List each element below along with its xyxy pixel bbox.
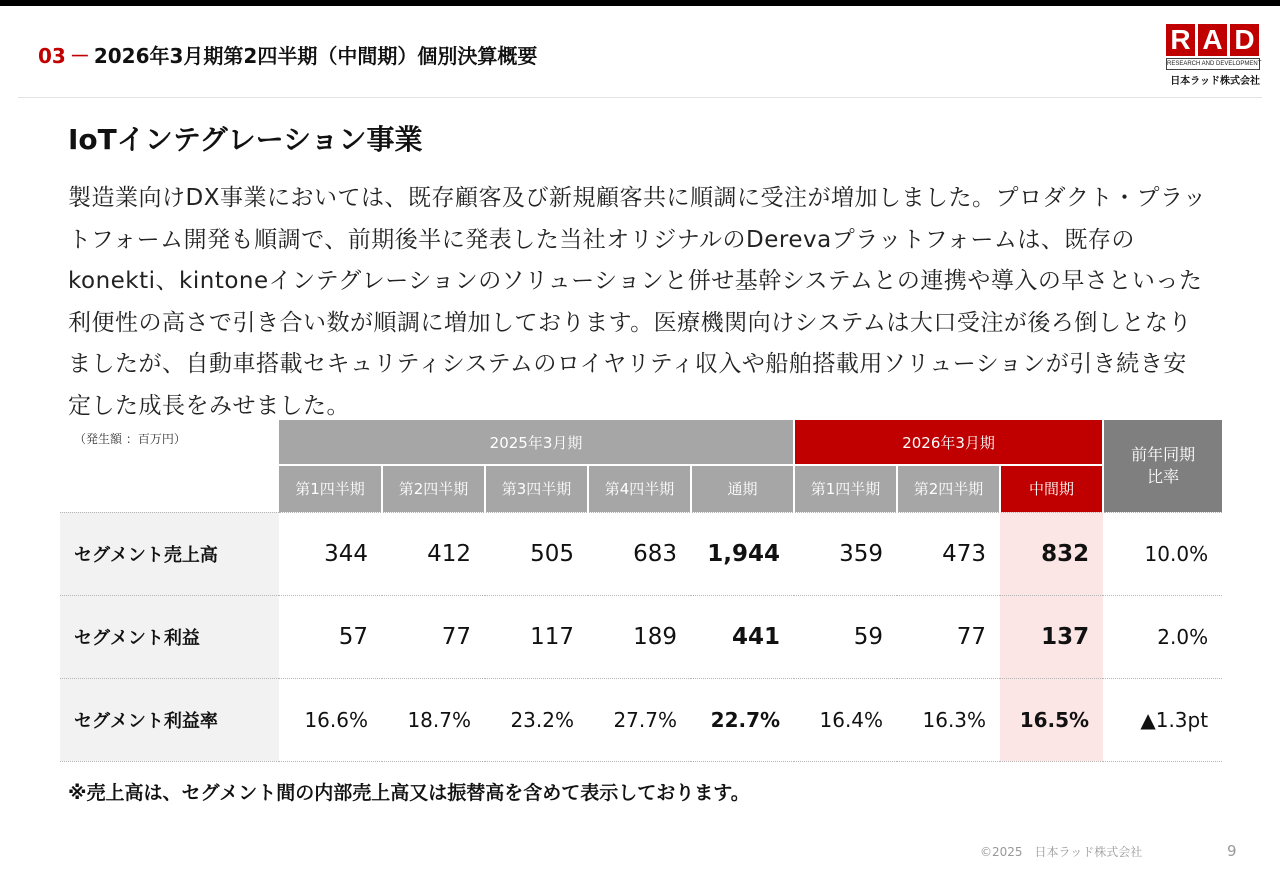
cell-value: 441 — [691, 595, 794, 678]
cell-value: 16.6% — [279, 678, 382, 761]
header-yoy: 前年同期 比率 — [1103, 420, 1222, 512]
table-row-sales — [60, 512, 1222, 595]
header-spacer — [60, 420, 279, 465]
cell-value: 16.3% — [897, 678, 1000, 761]
cell-value: 22.7% — [691, 678, 794, 761]
cell-value-highlight: 16.5% — [1000, 678, 1103, 761]
cell-value: 59 — [794, 595, 897, 678]
page-title: 2026年3月期第2四半期（中間期）個別決算概要 — [93, 44, 538, 68]
section-number: 03 — [38, 44, 66, 68]
subheader-q1-2026: 第1四半期 — [794, 465, 897, 512]
cell-value: 1,944 — [691, 512, 794, 595]
footnote: ※売上高は、セグメント間の内部売上高又は振替高を含めて表示しております。 — [68, 782, 750, 804]
cell-value: 189 — [588, 595, 691, 678]
cell-value: 412 — [382, 512, 485, 595]
cell-value: 77 — [897, 595, 1000, 678]
cell-value: 27.7% — [588, 678, 691, 761]
page-header — [38, 40, 537, 69]
cell-yoy: ▲1.3pt — [1103, 678, 1222, 761]
cell-value: 18.7% — [382, 678, 485, 761]
table-row-profit — [60, 595, 1222, 678]
logo-letter-d: D — [1230, 24, 1259, 56]
logo-company-name: 日本ラッド株式会社 — [1170, 76, 1260, 87]
logo-letter-r: R — [1166, 24, 1195, 56]
subheader-q1-2025: 第1四半期 — [279, 465, 382, 512]
cell-value: 117 — [485, 595, 588, 678]
cell-value: 359 — [794, 512, 897, 595]
logo-tagline: RESEARCH AND DEVELOPMENT — [1166, 58, 1260, 70]
cell-value: 344 — [279, 512, 382, 595]
header-fy2025: 2025年3月期 — [279, 420, 794, 465]
cell-value: 473 — [897, 512, 1000, 595]
description-paragraph: 製造業向けDX事業においては、既存顧客及び新規顧客共に順調に受注が増加しました。プロダクト・プラットフォーム開発も順調で、前期後半に発表した当社オリジナルのDerevaプラットフォームは、既存のkonekti、kintoneインテグレーションのソリューションと併せ基幹システムとの連携や導入の早さといった利便性の高さで引き合い数が順調に増加しております。医療機関向けシステムは大口受注が後ろ倒しとなりましたが、自動車搭載セキュリティシステムのロイヤリティ収入や船舶搭載用ソリューションが引き続き安定した成長をみせました。 — [68, 185, 1207, 419]
cell-yoy: 2.0% — [1103, 595, 1222, 678]
cell-value: 683 — [588, 512, 691, 595]
cell-value: 57 — [279, 595, 382, 678]
subheader-q2-2025: 第2四半期 — [382, 465, 485, 512]
subheader-q3-2025: 第3四半期 — [485, 465, 588, 512]
cell-value: 77 — [382, 595, 485, 678]
cell-value: 505 — [485, 512, 588, 595]
row-label: セグメント売上高 — [60, 512, 279, 595]
subheader-full-year-2025: 通期 — [691, 465, 794, 512]
row-label: セグメント利益率 — [60, 678, 279, 761]
table-row-profit-rate — [60, 678, 1222, 761]
row-label: セグメント利益 — [60, 595, 279, 678]
subheader-interim-2026: 中間期 — [1000, 465, 1103, 512]
cell-yoy: 10.0% — [1103, 512, 1222, 595]
header-divider — [18, 97, 1262, 98]
cell-value-highlight: 832 — [1000, 512, 1103, 595]
top-bar — [0, 0, 1280, 6]
company-logo — [1166, 24, 1260, 90]
logo-letters — [1166, 24, 1260, 56]
page-number: 9 — [1227, 842, 1237, 860]
subheader-q2-2026: 第2四半期 — [897, 465, 1000, 512]
logo-letter-a: A — [1198, 24, 1227, 56]
subheader-spacer — [60, 465, 279, 512]
subheader-q4-2025: 第4四半期 — [588, 465, 691, 512]
copyright: ©2025 日本ラッド株式会社 — [980, 845, 1143, 859]
cell-value: 23.2% — [485, 678, 588, 761]
cell-value-highlight: 137 — [1000, 595, 1103, 678]
cell-value: 16.4% — [794, 678, 897, 761]
unit-note: （発生額 ：百万円） — [74, 432, 186, 446]
header-dash: － — [69, 44, 90, 68]
header-fy2026: 2026年3月期 — [794, 420, 1103, 465]
section-title: IoTインテグレーション事業 — [68, 123, 423, 156]
segment-results-table — [60, 420, 1222, 762]
